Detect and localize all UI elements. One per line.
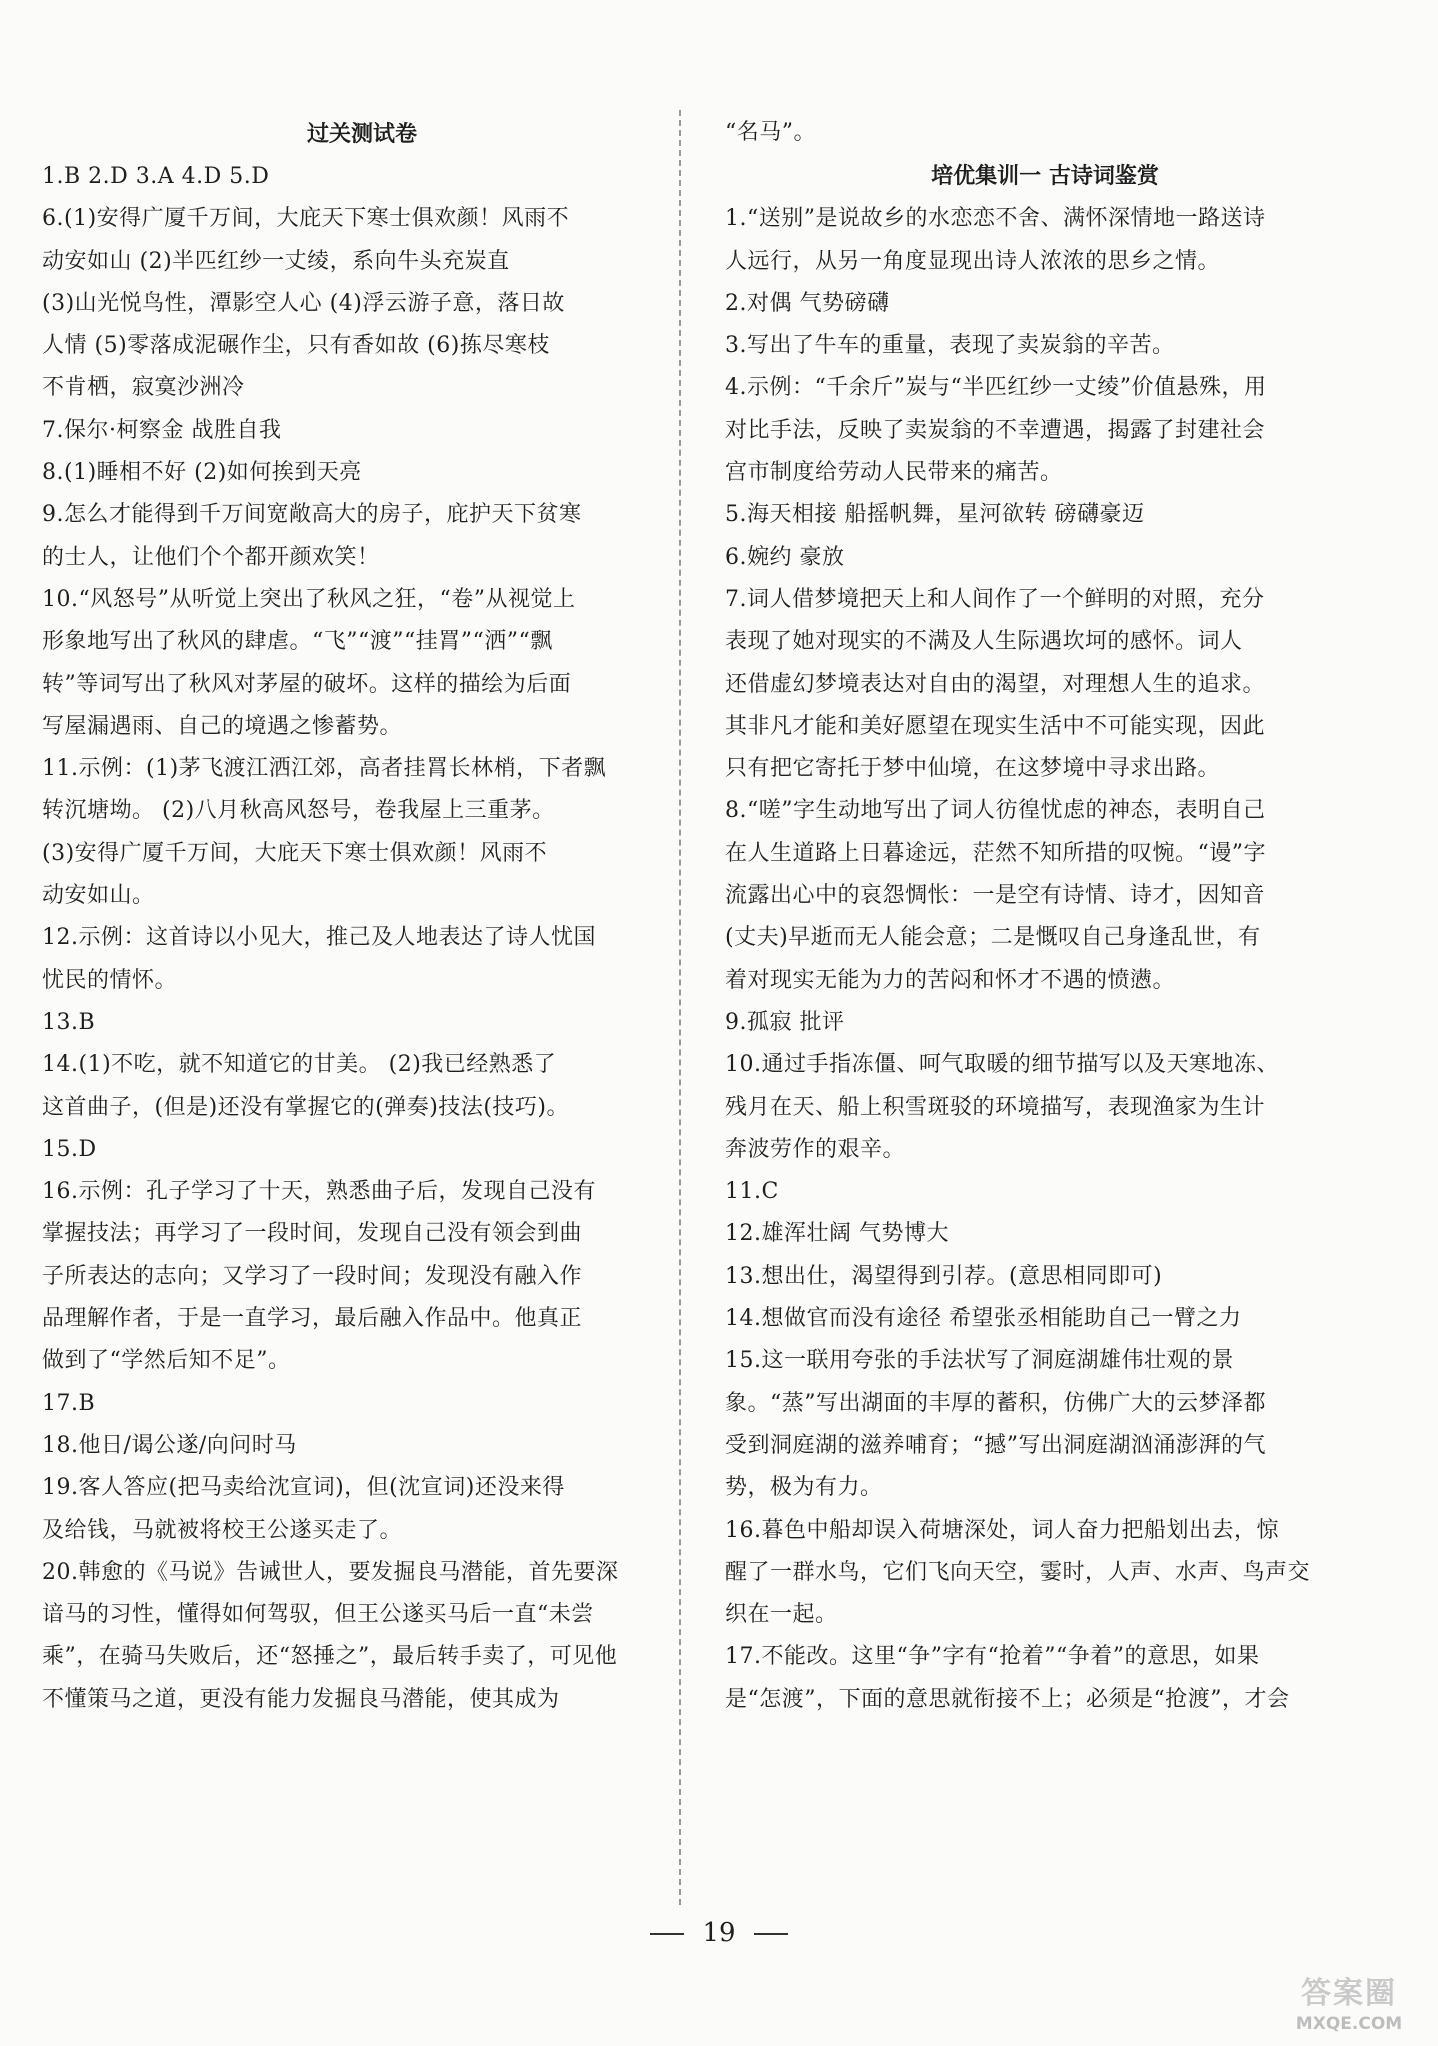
right-answer-line: 受到洞庭湖的滋养哺育；“撼”写出洞庭湖汹涌澎湃的气 [725,1432,1266,1458]
right-answer-line: 1.“送别”是说故乡的水恋恋不舍、满怀深情地一路送诗 [725,206,1266,232]
right-answer-line: 13.想出仕，渴望得到引荐。(意思相同即可) [725,1263,1163,1289]
left-answer-line: 16.示例：孔子学习了十天，熟悉曲子后，发现自己没有 [42,1179,596,1205]
right-answer-line: 只有把它寄托于梦中仙境，在这梦境中寻求出路。 [725,756,1221,782]
right-answer-line: 残月在天、船上积雪斑驳的环境描写，表现渔家为生计 [725,1094,1266,1120]
right-answer-line: 着对现实无能为力的苦闷和怀才不遇的愤懑。 [725,967,1176,993]
watermark-logo [1274,1974,1424,2038]
left-answer-line: 14.(1)不吃，就不知道它的甘美。 (2)我已经熟悉了 [42,1052,557,1078]
right-answer-line: 在人生道路上日暮途远，茫然不知所措的叹惋。“谩”字 [725,840,1266,866]
left-answer-line: 乘”，在骑马失败后，还“怒捶之”，最后转手卖了，可见他 [42,1644,618,1670]
left-answer-line: 20.韩愈的《马说》告诫世人，要发掘良马潜能，首先要深 [42,1559,619,1585]
left-answer-line: 不肯栖，寂寞沙洲冷 [42,375,245,401]
right-column [725,112,1365,1721]
left-answer-line: 6.(1)安得广厦千万间，大庇天下寒士俱欢颜！风雨不 [42,206,570,232]
right-answer-line: 6.婉约 豪放 [725,544,845,570]
right-answer-line: 2.对偶 气势磅礴 [725,290,890,316]
right-answer-line: 10.通过手指冻僵、呵气取暖的细节描写以及天寒地冻、 [725,1052,1279,1078]
right-answer-line: 其非凡才能和美好愿望在现实生活中不可能实现，因此 [725,713,1266,739]
left-answer-line: 17.B [42,1390,96,1416]
left-answer-line: 的士人，让他们个个都开颜欢笑！ [42,544,380,570]
right-answer-line: 对比手法，反映了卖炭翁的不幸遭遇，揭露了封建社会 [725,417,1266,443]
left-answer-line: 掌握技法；再学习了一段时间，发现自己没有领会到曲 [42,1221,583,1247]
right-answer-line: 4.示例：“千余斤”炭与“半匹红纱一丈绫”价值悬殊，用 [725,375,1267,401]
watermark-logo-text: 答案圈 [1301,1976,1397,2011]
right-answer-line: 人远行，从另一角度显现出诗人浓浓的思乡之情。 [725,248,1221,274]
right-answer-line: 17.不能改。这里“争”字有“抢着”“争着”的意思，如果 [725,1644,1260,1670]
right-answer-line: 醒了一群水鸟，它们飞向天空，霎时，人声、水声、鸟声交 [725,1559,1311,1585]
left-answer-line: 1.B 2.D 3.A 4.D 5.D [42,164,270,189]
page-number-value: 19 [702,1918,736,1948]
left-answer-line: 谙马的习性，懂得如何驾驭，但王公遂买马后一直“未尝 [42,1602,594,1628]
right-answer-line: 表现了她对现实的不满及人生际遇坎坷的感怀。词人 [725,629,1243,655]
left-answer-line: 动安如山 (2)半匹红纱一丈绫，系向牛头充炭直 [42,248,510,274]
left-answer-line: 子所表达的志向；又学习了一段时间；发现没有融入作 [42,1263,583,1289]
section-title-poetry-appreciation: 培优集训一 古诗词鉴赏 [931,163,1159,190]
right-answer-line: 还借虚幻梦境表达对自由的渴望，对理想人生的追求。 [725,671,1266,697]
left-answer-line: 这首曲子，(但是)还没有掌握它的(弹奏)技法(技巧)。 [42,1094,569,1120]
right-answer-line: (丈夫)早逝而无人能会意；二是慨叹自己身逢乱世，有 [725,925,1261,951]
right-answer-line: 流露出心中的哀怨惆怅：一是空有诗情、诗才，因知音 [725,883,1266,909]
right-answer-lines [725,198,1365,1721]
left-answer-line: 7.保尔·柯察金 战胜自我 [42,417,282,443]
section-title-test-paper: 过关测试卷 [306,121,417,147]
right-answer-line: 3.写出了牛车的重量，表现了卖炭翁的辛苦。 [725,333,1175,359]
right-answer-line: 12.雄浑壮阔 气势博大 [725,1221,949,1247]
left-answer-line: 写屋漏遇雨、自己的境遇之惨蓄势。 [42,713,403,739]
right-answer-line: 11.C [725,1179,779,1205]
right-answer-line: 5.海天相接 船摇帆舞，星河欲转 磅礴豪迈 [725,502,1145,528]
left-answer-line: 忧民的情怀。 [42,967,178,993]
left-answer-line: 10.“风怒号”从听觉上突出了秋风之狂，“卷”从视觉上 [42,586,576,612]
left-answer-line: 8.(1)睡相不好 (2)如何挨到天亮 [42,460,362,486]
left-answer-line: 不懂策马之道，更没有能力发掘良马潜能，使其成为 [42,1686,560,1712]
right-answer-line: 奔波劳作的艰辛。 [725,1136,906,1162]
right-answer-line: 是“怎渡”，下面的意思就衔接不上；必须是“抢渡”，才会 [725,1686,1290,1712]
left-answer-line: 转沉塘坳。 (2)八月秋高风怒号，卷我屋上三重茅。 [42,798,555,824]
right-answer-line: 宫市制度给劳动人民带来的痛苦。 [725,460,1063,486]
left-answer-line: (3)安得广厦千万间，大庇天下寒士俱欢颜！风雨不 [42,840,548,866]
left-answer-line: 12.示例：这首诗以小见大，推己及人地表达了诗人忧国 [42,925,596,951]
watermark-url: MXQE.COM [1295,2014,1403,2034]
left-answer-line: 13.B [42,1009,96,1035]
left-answer-line: 转”等词写出了秋风对茅屋的破坏。这样的描绘为后面 [42,671,572,697]
left-answer-line: 9.怎么才能得到千万间宽敞高大的房子，庇护天下贫寒 [42,502,582,528]
left-answer-lines [42,156,682,1721]
left-answer-line: 品理解作者，于是一直学习，最后融入作品中。他真正 [42,1306,583,1332]
continued-answer-text: “名马”。 [725,120,816,145]
left-answer-line: 11.示例：(1)茅飞渡江洒江郊，高者挂罥长林梢，下者飘 [42,756,607,782]
right-answer-line: 7.词人借梦境把天上和人间作了一个鲜明的对照，充分 [725,586,1265,612]
left-answer-line: 18.他日/谒公遂/向问时马 [42,1432,297,1458]
right-answer-line: 16.暮色中船却误入荷塘深处，词人奋力把船划出去，惊 [725,1517,1279,1543]
left-answer-line: 19.客人答应(把马卖给沈宣词)，但(沈宣词)还没来得 [42,1475,565,1501]
right-answer-line: 14.想做官而没有途径 希望张丞相能助自己一臂之力 [725,1306,1242,1332]
right-answer-line: 9.孤寂 批评 [725,1009,845,1035]
page-number-dash-left [650,1933,684,1935]
left-answer-line: 做到了“学然后知不足”。 [42,1348,291,1374]
left-answer-line: 动安如山。 [42,883,155,909]
left-answer-line: (3)山光悦鸟性，潭影空人心 (4)浮云游子意，落日故 [42,290,565,316]
right-answer-line: 8.“嗟”字生动地写出了词人彷徨忧虑的神态，表明自己 [725,798,1266,824]
left-answer-line: 15.D [42,1136,97,1162]
right-answer-line: 势，极为有力。 [725,1475,883,1501]
right-answer-line: 织在一起。 [725,1602,838,1628]
right-answer-line: 15.这一联用夸张的手法状写了洞庭湖雄伟壮观的景 [725,1348,1234,1374]
right-answer-line: 象。“蒸”写出湖面的丰厚的蓄积，仿佛广大的云梦泽都 [725,1390,1266,1416]
left-answer-line: 人情 (5)零落成泥碾作尘，只有香如故 (6)拣尽寒枝 [42,333,550,359]
page-number [0,1918,1438,1948]
page-number-dash-right [754,1933,788,1935]
column-divider [679,110,681,1905]
left-column [42,112,682,1721]
left-answer-line: 形象地写出了秋风的肆虐。“飞”“渡”“挂罥”“洒”“飘 [42,629,553,655]
left-answer-line: 及给钱，马就被将校王公遂买走了。 [42,1517,403,1543]
